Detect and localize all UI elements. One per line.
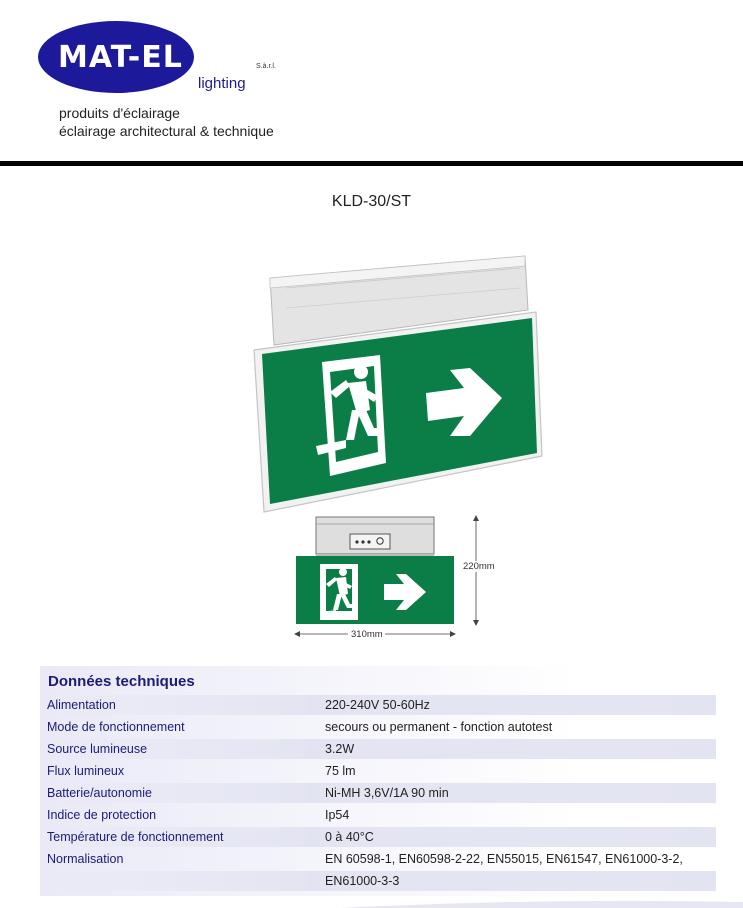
spec-value: 0 à 40°C [325, 830, 374, 844]
spec-label: Alimentation [47, 698, 116, 712]
spec-row [40, 717, 716, 737]
exit-sign-drawing [296, 556, 454, 624]
spec-row [40, 783, 716, 803]
spec-row [40, 827, 716, 847]
spec-label: Normalisation [47, 852, 124, 866]
brand-logo [38, 20, 298, 98]
spec-row [40, 805, 716, 825]
spec-value: Ni-MH 3,6V/1A 90 min [325, 786, 449, 800]
spec-label: Source lumineuse [47, 742, 148, 756]
spec-value: 220-240V 50-60Hz [325, 698, 430, 712]
tagline [59, 104, 274, 140]
footer-swoosh [340, 898, 743, 908]
spec-row [40, 695, 716, 715]
spec-row [40, 761, 716, 781]
spec-value: Ip54 [325, 808, 350, 822]
dimension-drawing [286, 512, 501, 644]
specs-title: Données techniques [48, 673, 195, 690]
header-divider [0, 161, 743, 166]
product-title: KLD-30/ST [331, 193, 412, 210]
specs-panel [40, 666, 716, 896]
product-photo [250, 250, 550, 515]
logo-brand-text: MAT-EL [58, 40, 183, 75]
logo-brand-suffix: S.à.r.l. [256, 63, 276, 70]
tagline-line-2: éclairage architectural & technique [59, 123, 274, 139]
spec-value: 75 lm [325, 764, 356, 778]
spec-row [40, 849, 716, 869]
spec-label: Mode de fonctionnement [47, 720, 185, 734]
spec-row [40, 739, 716, 759]
spec-value: 3.2W [325, 742, 355, 756]
spec-row-continuation [40, 871, 716, 891]
spec-label: Flux lumineux [47, 764, 125, 778]
spec-label: Batterie/autonomie [47, 786, 152, 800]
height-dimension-label: 220mm [463, 561, 495, 572]
spec-value: EN 60598-1, EN60598-2-22, EN55015, EN61547, EN61000-3-2, [325, 852, 683, 866]
spec-label: Température de fonctionnement [47, 830, 224, 844]
tagline-line-1: produits d'éclairage [59, 105, 180, 121]
spec-value: secours ou permanent - fonction autotest [325, 720, 553, 734]
spec-value: EN61000-3-3 [325, 874, 400, 888]
spec-label: Indice de protection [47, 808, 157, 822]
logo-brand-sub: lighting [198, 75, 246, 92]
width-dimension-label: 310mm [351, 629, 383, 640]
